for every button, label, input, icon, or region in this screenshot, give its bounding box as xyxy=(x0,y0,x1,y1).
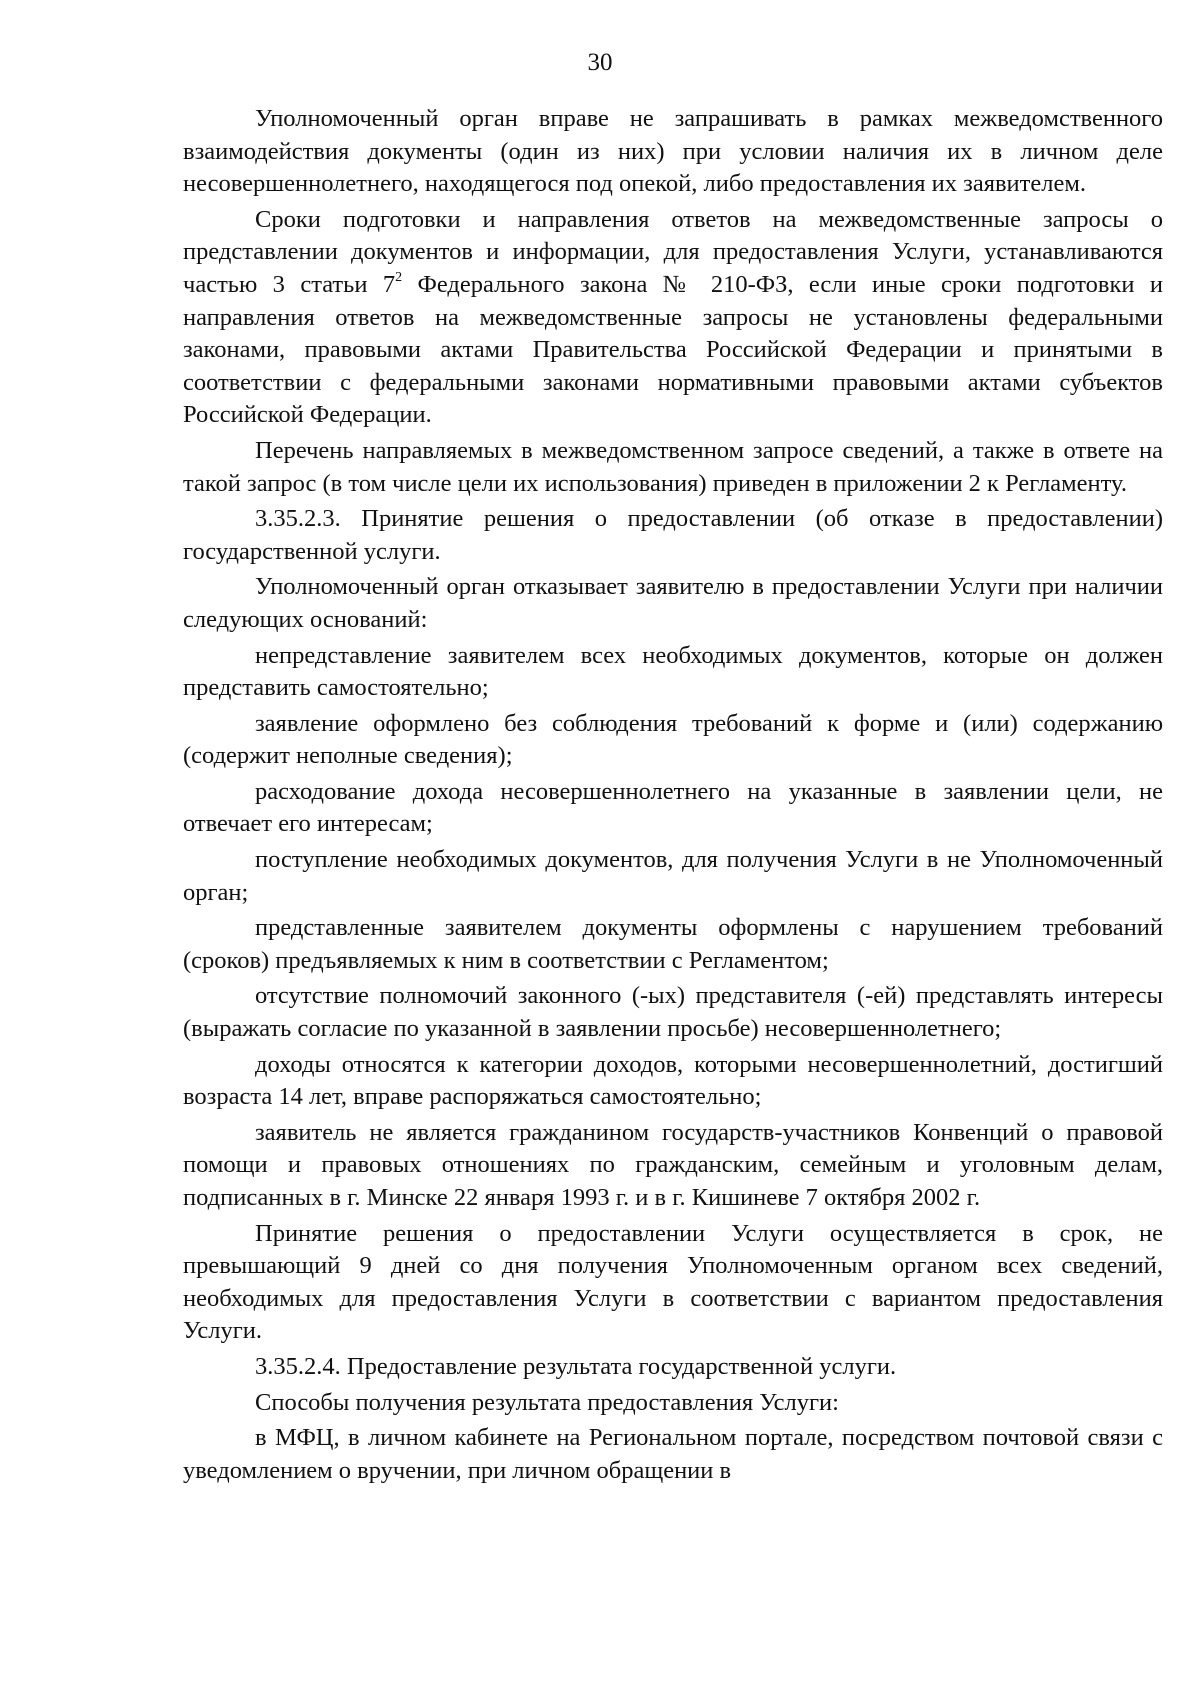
list-item: поступление необходимых документов, для получения Услуги в не Уполномоченный орган; xyxy=(183,846,1163,906)
paragraph: Принятие решения о предоставлении Услуги осуществляется в срок, не превышающий 9 дней со дня получения Уполномоченным органом всех сведений, необходимых для предоставления Услуги в соответствии с вариантом предоставления Услуги. xyxy=(183,1219,1163,1345)
paragraph-text: Федерального закона № 210-ФЗ, если иные сроки подготовки и направления ответов на межведомственные запросы не установлены федеральными законами, правовыми актами Правительства Российской Федерации и принятыми в соответствии с федеральными законами нормативными правовыми актами субъектов Российской Федерации. xyxy=(183,270,1163,429)
document-body xyxy=(183,103,1163,1487)
list-item: доходы относятся к категории доходов, которыми несовершеннолетний, достигший возраста 14 лет, вправе распоряжаться самостоятельно; xyxy=(183,1050,1163,1111)
paragraph xyxy=(183,204,1163,432)
list-item: отсутствие полномочий законного (-ых) представителя (-ей) представлять интересы (выражать согласие по указанной в заявлении просьбе) несовершеннолетнего; xyxy=(183,982,1163,1043)
paragraph: в МФЦ, в личном кабинете на Региональном портале, посредством почтовой связи с уведомлением о вручении, при личном обращении в xyxy=(183,1424,1163,1484)
page-number: 30 xyxy=(587,49,613,76)
list-item: заявление оформлено без соблюдения требований к форме и (или) содержанию (содержит неполные сведения); xyxy=(183,709,1163,770)
paragraph: Уполномоченный орган отказывает заявителю в предоставлении Услуги при наличии следующих оснований: xyxy=(183,573,1163,633)
paragraph: Уполномоченный орган вправе не запрашивать в рамках межведомственного взаимодействия документы (один из них) при условии наличия их в личном деле несовершеннолетнего, находящегося под опекой, либо предоставления их заявителем. xyxy=(183,105,1163,198)
paragraph-text: Сроки подготовки и направления ответов на межведомственные запросы о представлении документов и информации, для предоставления Услуги, устанавливаются частью 3 статьи 7 xyxy=(183,205,1163,298)
list-item: заявитель не является гражданином государств-участников Конвенций о правовой помощи и правовых отношениях по гражданским, семейным и уголовным делам, подписанных в г. Минске 22 января 1993 г. и в г. Кишиневе 7 октября 2002 г. xyxy=(183,1118,1163,1211)
list-item: непредставление заявителем всех необходимых документов, которые он должен представить самостоятельно; xyxy=(183,641,1163,702)
list-item: представленные заявителем документы оформлены с нарушением требований (сроков) предъявляемых к ним в соответствии с Регламентом; xyxy=(183,914,1163,974)
superscript: 2 xyxy=(395,269,403,285)
paragraph: Способы получения результата предоставления Услуги: xyxy=(255,1388,839,1416)
list-item: расходование дохода несовершеннолетнего на указанные в заявлении цели, не отвечает его интересам; xyxy=(183,777,1163,838)
section-heading: 3.35.2.3. Принятие решения о предоставлении (об отказе в предоставлении) государственной услуги. xyxy=(183,505,1163,565)
section-heading: 3.35.2.4. Предоставление результата государственной услуги. xyxy=(255,1352,897,1380)
paragraph: Перечень направляемых в межведомственном запросе сведений, а также в ответе на такой запрос (в том числе цели их использования) приведен в приложении 2 к Регламенту. xyxy=(183,436,1163,497)
